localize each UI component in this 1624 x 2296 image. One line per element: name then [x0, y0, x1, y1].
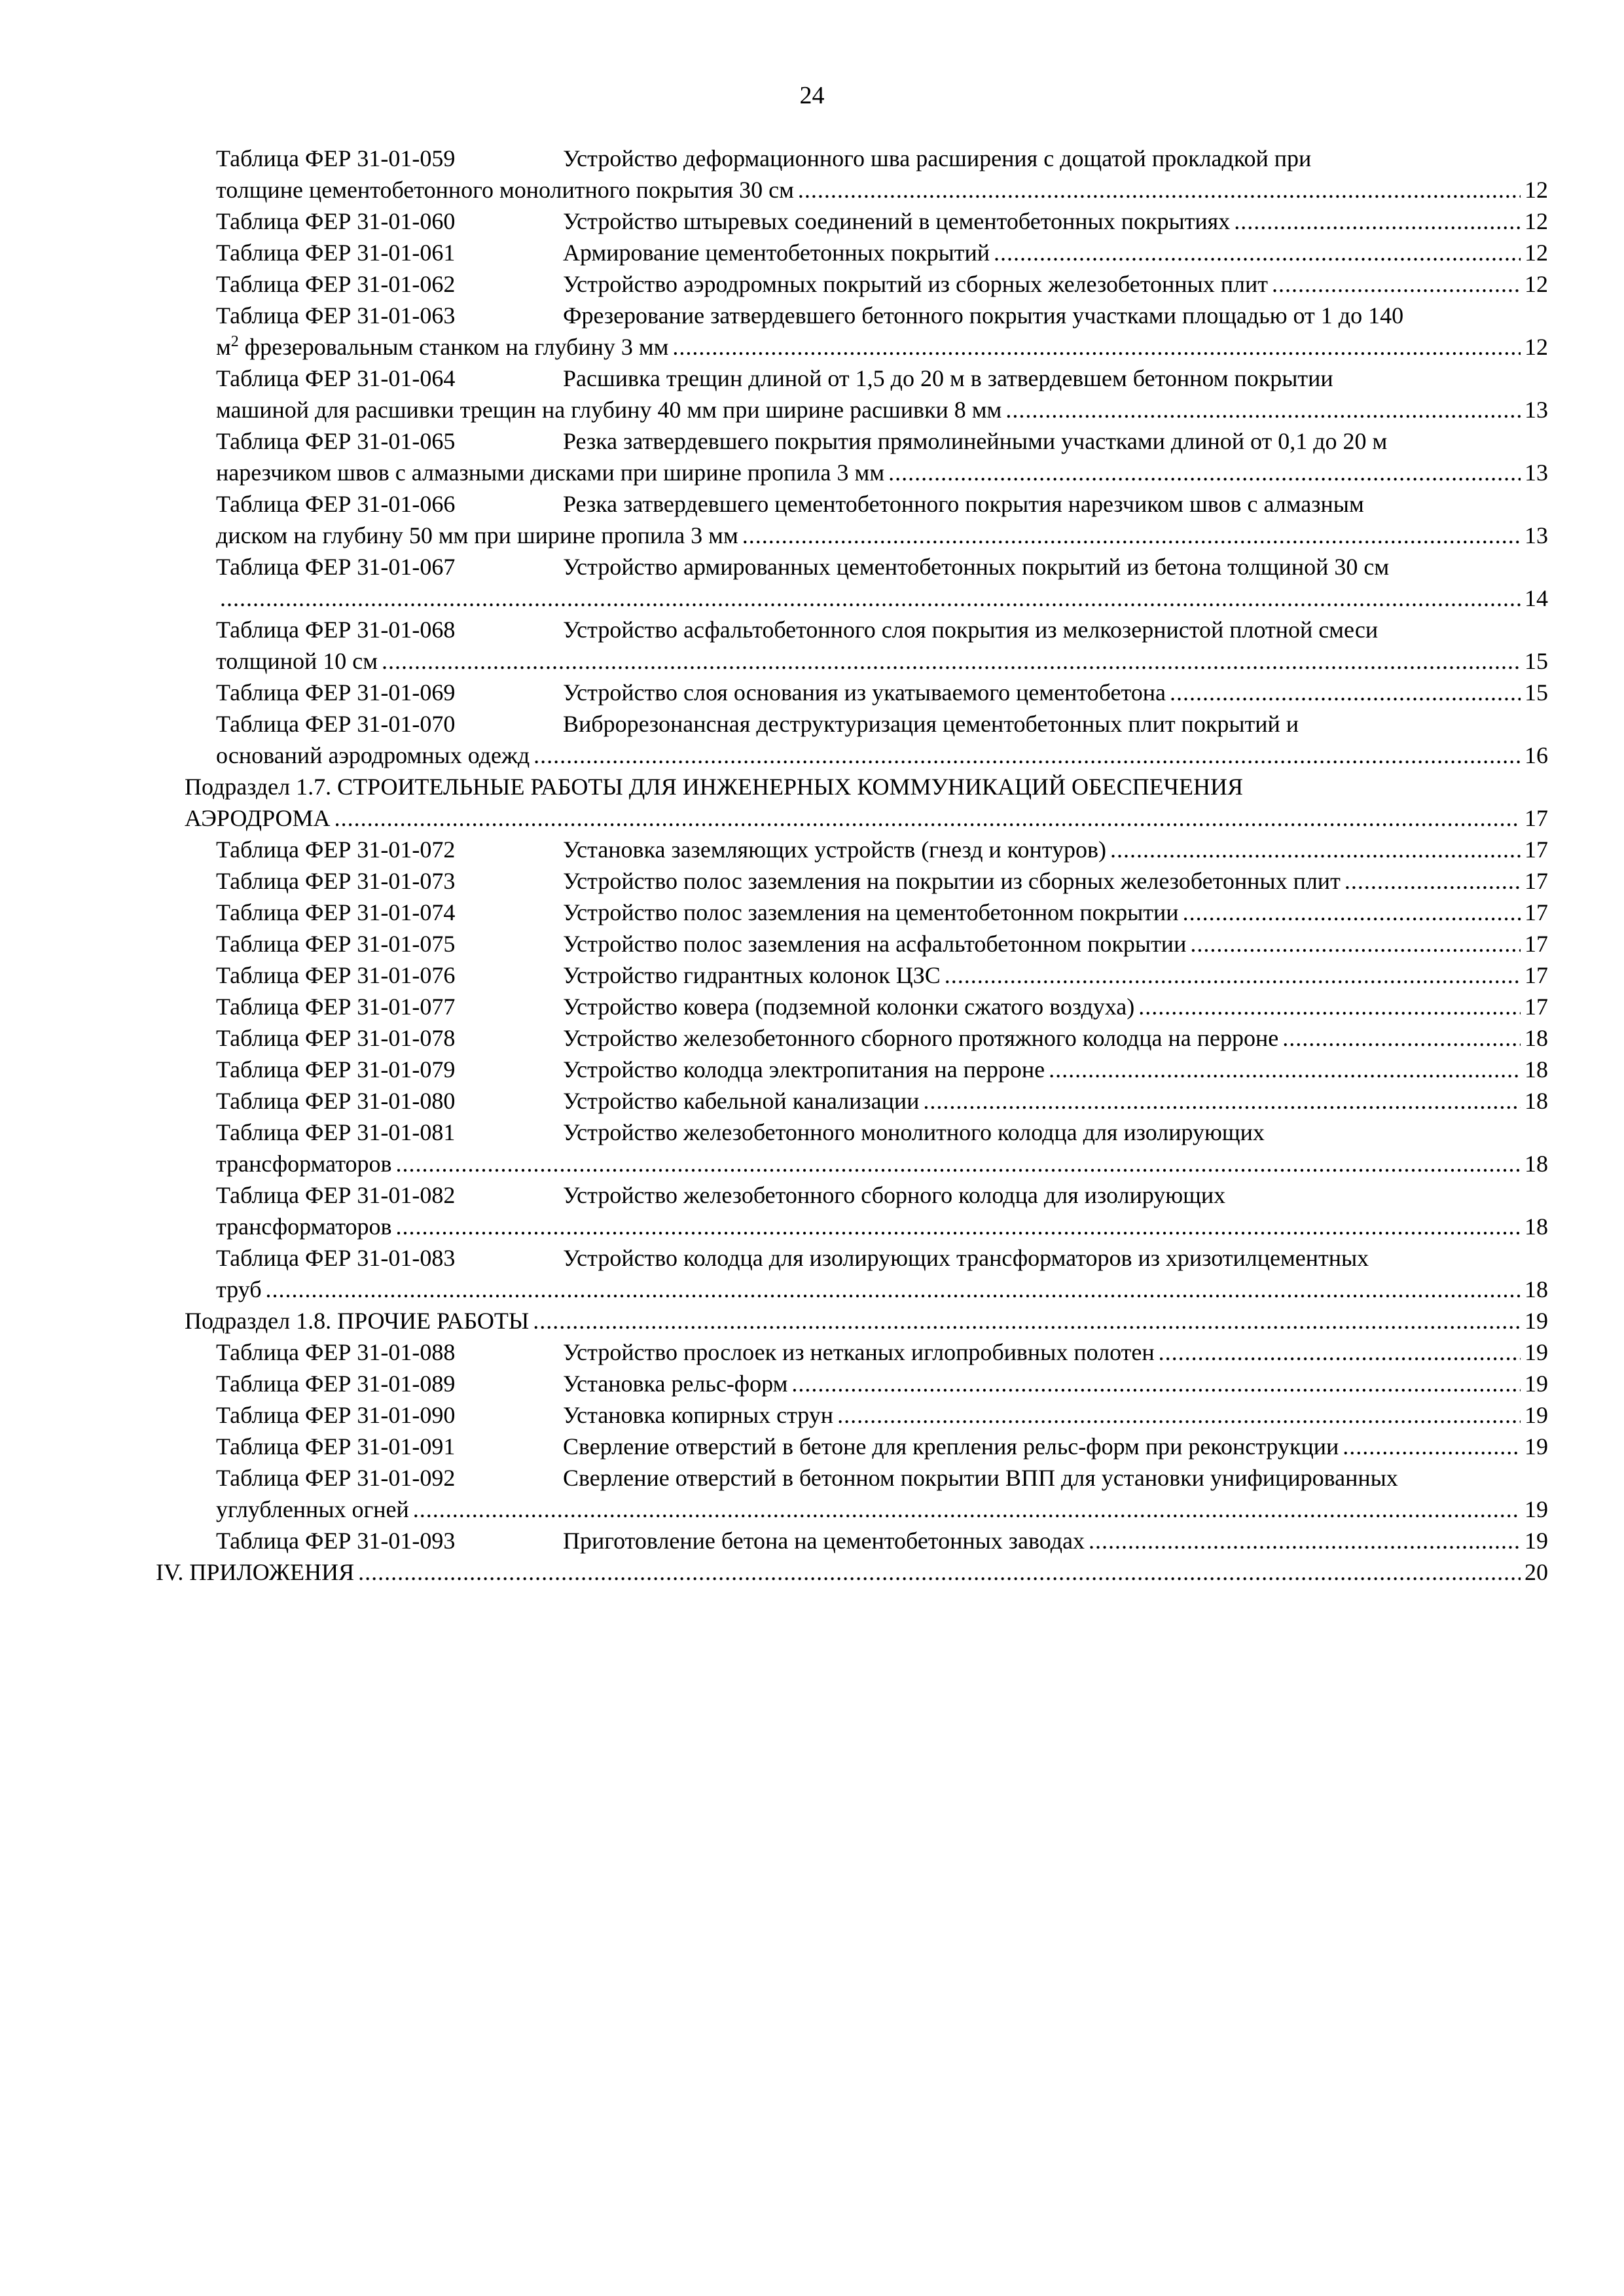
- toc-table-code: Таблица ФЕР 31-01-083: [216, 1245, 456, 1271]
- toc-page-number: 12: [1525, 240, 1548, 266]
- toc-table-code: Таблица ФЕР 31-01-092: [216, 1465, 456, 1491]
- dot-leader: [1190, 928, 1521, 960]
- toc-entry-title: Подраздел 1.7. СТРОИТЕЛЬНЫЕ РАБОТЫ ДЛЯ ИНЖЕНЕРНЫХ КОММУНИКАЦИЙ ОБЕСПЕЧЕНИЯ: [185, 774, 1244, 800]
- toc-entry-title: Устройство ковера (подземной колонки сжатого воздуха): [563, 994, 1135, 1020]
- dot-leader: [1234, 206, 1521, 237]
- toc-line: [216, 1494, 1548, 1525]
- toc-line: [216, 865, 1548, 897]
- toc-table-code: Таблица ФЕР 31-01-066: [216, 491, 456, 517]
- toc-entry[interactable]: [156, 1556, 1548, 1588]
- toc-page-number: 17: [1525, 836, 1548, 863]
- dot-leader: [1110, 834, 1521, 865]
- dot-leader: [395, 1211, 1521, 1242]
- toc-entry-title-continued: $м^2$ фрезеровальным станком на глубину 3 мм: [216, 333, 669, 360]
- toc-page-number: 17: [1525, 868, 1548, 894]
- toc-entry[interactable]: [216, 1179, 1548, 1242]
- dot-leader: [791, 1368, 1521, 1399]
- toc-line: [216, 583, 1548, 614]
- dot-leader: [1344, 865, 1521, 897]
- toc-page-number: 15: [1525, 648, 1548, 674]
- toc-page-number: 12: [1525, 208, 1548, 234]
- dot-leader: [742, 520, 1521, 551]
- toc-line: [216, 551, 1548, 583]
- toc-line: [216, 1211, 1548, 1242]
- toc-line: [216, 645, 1548, 677]
- toc-page-number: 19: [1525, 1433, 1548, 1460]
- dot-leader: [334, 802, 1521, 834]
- toc-table-code: Таблица ФЕР 31-01-063: [216, 302, 456, 329]
- toc-entry-title: Устройство железобетонного монолитного колодца для изолирующих: [563, 1119, 1265, 1145]
- toc-table-code: Таблица ФЕР 31-01-075: [216, 931, 456, 957]
- toc-page-number: 12: [1525, 271, 1548, 297]
- toc-entry-title: Устройство колодца для изолирующих трансформаторов из хризотилцементных: [563, 1245, 1369, 1271]
- toc-page-number: 17: [1525, 805, 1548, 831]
- toc-line: [216, 740, 1548, 771]
- toc-entry-title: Установка копирных струн: [563, 1402, 834, 1428]
- toc-entry[interactable]: [216, 677, 1548, 708]
- toc-line: [216, 143, 1548, 174]
- toc-line: [216, 708, 1548, 740]
- toc-line: [185, 802, 1548, 834]
- toc-entry-title: Устройство гидрантных колонок ЦЗС: [563, 962, 941, 988]
- toc-table-code: Таблица ФЕР 31-01-080: [216, 1088, 456, 1114]
- toc-table-code: Таблица ФЕР 31-01-088: [216, 1339, 456, 1365]
- dot-leader: [1170, 677, 1521, 708]
- toc-page-number: 12: [1525, 177, 1548, 203]
- toc-entry[interactable]: [216, 991, 1548, 1022]
- toc-page-number: 19: [1525, 1308, 1548, 1334]
- toc-entry-title: Сверление отверстий в бетоне для крепления рельс-форм при реконструкции: [563, 1433, 1339, 1460]
- dot-leader: [1272, 268, 1521, 300]
- toc-entry[interactable]: [216, 708, 1548, 771]
- toc-page-number: 18: [1525, 1213, 1548, 1240]
- toc-entry-title: Расшивка трещин длиной от 1,5 до 20 м в затвердевшем бетонном покрытии: [563, 365, 1333, 391]
- toc-entry[interactable]: [216, 300, 1548, 363]
- toc-entry-title: Сверление отверстий в бетонном покрытии ВПП для установки унифицированных: [563, 1465, 1398, 1491]
- toc-entry[interactable]: [216, 1368, 1548, 1399]
- toc-entry[interactable]: [216, 928, 1548, 960]
- toc-entry[interactable]: [216, 1022, 1548, 1054]
- toc-entry-title: Армирование цементобетонных покрытий: [563, 240, 990, 266]
- dot-leader: [1183, 897, 1521, 928]
- toc-table-code: Таблица ФЕР 31-01-070: [216, 711, 456, 737]
- toc-line: [216, 1054, 1548, 1085]
- toc-entry[interactable]: [216, 1462, 1548, 1525]
- toc-entry-title-continued: машиной для расшивки трещин на глубину 40 мм при ширине расшивки 8 мм: [216, 397, 1002, 423]
- toc-entry-title: Устройство полос заземления на асфальтобетонном покрытии: [563, 931, 1187, 957]
- toc-line: [216, 1336, 1548, 1368]
- toc-entry[interactable]: [216, 488, 1548, 551]
- toc-page-number: 17: [1525, 962, 1548, 988]
- toc-line: [216, 520, 1548, 551]
- toc-table-code: Таблица ФЕР 31-01-093: [216, 1528, 456, 1554]
- toc-line: [216, 394, 1548, 425]
- toc-entry[interactable]: [216, 1431, 1548, 1462]
- toc-line: [216, 1368, 1548, 1399]
- toc-line: [216, 488, 1548, 520]
- dot-leader: [672, 331, 1521, 363]
- toc-table-code: Таблица ФЕР 31-01-079: [216, 1056, 456, 1083]
- toc-page-number: 19: [1525, 1371, 1548, 1397]
- dot-leader: [1089, 1525, 1521, 1556]
- toc-entry-title: Устройство асфальтобетонного слоя покрытия из мелкозернистой плотной смеси: [563, 617, 1379, 643]
- toc-line: [216, 174, 1548, 206]
- toc-page-number: 15: [1525, 679, 1548, 706]
- toc-entry-title: Устройство железобетонного сборного протяжного колодца на перроне: [563, 1025, 1279, 1051]
- toc-entry[interactable]: [216, 897, 1548, 928]
- toc-entry[interactable]: [216, 1117, 1548, 1179]
- dot-leader: [266, 1274, 1521, 1305]
- toc-entry-title: Устройство полос заземления на цементобетонном покрытии: [563, 899, 1179, 925]
- toc-entry[interactable]: [216, 363, 1548, 425]
- toc-line: [216, 928, 1548, 960]
- dot-leader: [1138, 991, 1521, 1022]
- toc-line: [216, 1179, 1548, 1211]
- toc-line: [216, 1148, 1548, 1179]
- toc-line: [216, 268, 1548, 300]
- toc-table-code: Таблица ФЕР 31-01-077: [216, 994, 456, 1020]
- toc-entry[interactable]: [216, 865, 1548, 897]
- toc-line: [216, 425, 1548, 457]
- toc-page-number: 18: [1525, 1151, 1548, 1177]
- toc-entry-title: Устройство армированных цементобетонных покрытий из бетона толщиной 30 см: [563, 554, 1390, 580]
- toc-line: [216, 897, 1548, 928]
- toc-table-code: Таблица ФЕР 31-01-069: [216, 679, 456, 706]
- dot-leader: [837, 1399, 1521, 1431]
- toc-page-number: 19: [1525, 1402, 1548, 1428]
- toc-page-number: 17: [1525, 994, 1548, 1020]
- toc-line: [216, 677, 1548, 708]
- toc-entry-title: Устройство аэродромных покрытий из сборных железобетонных плит: [563, 271, 1268, 297]
- toc-table-code: Таблица ФЕР 31-01-061: [216, 240, 456, 266]
- dot-leader: [1049, 1054, 1521, 1085]
- toc-entry-title-continued: труб: [216, 1276, 262, 1302]
- toc-table-code: Таблица ФЕР 31-01-076: [216, 962, 456, 988]
- toc-line: [216, 1242, 1548, 1274]
- toc-table-code: Таблица ФЕР 31-01-062: [216, 271, 456, 297]
- toc-entry-title: Устройство кабельной канализации: [563, 1088, 920, 1114]
- toc-line: [156, 1556, 1548, 1588]
- toc-table-code: Таблица ФЕР 31-01-064: [216, 365, 456, 391]
- toc-line: [216, 331, 1548, 363]
- toc-entry-title: Резка затвердевшего покрытия прямолинейными участками длиной от 0,1 до 20 м: [563, 428, 1388, 454]
- toc-entry-title: Устройство слоя основания из укатываемого цементобетона: [563, 679, 1166, 706]
- toc-table-code: Таблица ФЕР 31-01-073: [216, 868, 456, 894]
- toc-entry-title-continued: оснований аэродромных одежд: [216, 742, 530, 768]
- toc-entry[interactable]: [185, 771, 1548, 834]
- toc-page-number: 18: [1525, 1276, 1548, 1302]
- toc-table-code: Таблица ФЕР 31-01-090: [216, 1402, 456, 1428]
- toc-line: [216, 960, 1548, 991]
- toc-page-number: 20: [1525, 1559, 1548, 1585]
- toc-line: [216, 206, 1548, 237]
- toc-entry-title: Устройство полос заземления на покрытии из сборных железобетонных плит: [563, 868, 1341, 894]
- toc-line: [185, 1305, 1548, 1336]
- toc-entry[interactable]: [216, 143, 1548, 206]
- toc-page-number: 19: [1525, 1496, 1548, 1522]
- toc-page-number: 13: [1525, 397, 1548, 423]
- toc-entry[interactable]: [216, 1054, 1548, 1085]
- toc-page-number: 12: [1525, 334, 1548, 360]
- toc-line: [216, 1085, 1548, 1117]
- toc-entry-title-continued: углубленных огней: [216, 1496, 409, 1522]
- toc-entry-title: Устройство колодца электропитания на перроне: [563, 1056, 1045, 1083]
- toc-page-number: 19: [1525, 1339, 1548, 1365]
- toc-entry-title: Установка заземляющих устройств (гнезд и контуров): [563, 836, 1106, 863]
- toc-entry-title-continued: толщиной 10 см: [216, 648, 378, 674]
- toc-entry[interactable]: [185, 1305, 1548, 1336]
- toc-table-code: Таблица ФЕР 31-01-067: [216, 554, 456, 580]
- toc-entry[interactable]: [216, 237, 1548, 268]
- toc-entry[interactable]: [216, 1399, 1548, 1431]
- toc-line: [216, 1117, 1548, 1148]
- toc-table-code: Таблица ФЕР 31-01-074: [216, 899, 456, 925]
- toc-entry[interactable]: [216, 960, 1548, 991]
- toc-line: [216, 1399, 1548, 1431]
- toc-line: [216, 237, 1548, 268]
- dot-leader: [382, 645, 1521, 677]
- toc-table-code: Таблица ФЕР 31-01-081: [216, 1119, 456, 1145]
- toc-entry-title-continued: трансформаторов: [216, 1213, 392, 1240]
- dot-leader: [533, 1305, 1521, 1336]
- toc-entry[interactable]: [216, 1242, 1548, 1305]
- toc-entry[interactable]: [216, 614, 1548, 677]
- toc-line: [216, 614, 1548, 645]
- toc-line: [216, 457, 1548, 488]
- toc-line: [216, 991, 1548, 1022]
- toc-page-number: 19: [1525, 1528, 1548, 1554]
- toc-table-code: Таблица ФЕР 31-01-082: [216, 1182, 456, 1208]
- toc-entry[interactable]: [216, 206, 1548, 237]
- toc-table-code: Таблица ФЕР 31-01-059: [216, 145, 456, 171]
- toc-entry-title: Устройство прослоек из нетканых иглопробивных полотен: [563, 1339, 1155, 1365]
- table-of-contents: [0, 143, 1624, 1588]
- toc-page-number: 13: [1525, 522, 1548, 548]
- dot-leader: [798, 174, 1521, 206]
- toc-page-number: 18: [1525, 1088, 1548, 1114]
- toc-line: [216, 363, 1548, 394]
- dot-leader: [395, 1148, 1521, 1179]
- toc-entry-title: Устройство деформационного шва расширения с дощатой прокладкой при: [563, 145, 1312, 171]
- toc-page-number: 18: [1525, 1025, 1548, 1051]
- toc-entry-title: IV. ПРИЛОЖЕНИЯ: [156, 1559, 355, 1585]
- toc-entry[interactable]: [216, 1336, 1548, 1368]
- toc-entry-title-continued: АЭРОДРОМА: [185, 805, 331, 831]
- toc-table-code: Таблица ФЕР 31-01-078: [216, 1025, 456, 1051]
- toc-line: [185, 771, 1548, 802]
- toc-entry-title: Резка затвердевшего цементобетонного покрытия нарезчиком швов с алмазным: [563, 491, 1364, 517]
- toc-entry-title-continued: толщине цементобетонного монолитного покрытия 30 см: [216, 177, 794, 203]
- toc-entry-title: Подраздел 1.8. ПРОЧИЕ РАБОТЫ: [185, 1308, 530, 1334]
- dot-leader: [923, 1085, 1521, 1117]
- dot-leader: [994, 237, 1521, 268]
- toc-line: [216, 1274, 1548, 1305]
- toc-entry-title: Приготовление бетона на цементобетонных заводах: [563, 1528, 1085, 1554]
- dot-leader: [1343, 1431, 1521, 1462]
- toc-entry[interactable]: [216, 551, 1548, 614]
- toc-line: [216, 834, 1548, 865]
- toc-table-code: Таблица ФЕР 31-01-065: [216, 428, 456, 454]
- toc-entry[interactable]: [216, 1525, 1548, 1556]
- toc-page-number: 17: [1525, 899, 1548, 925]
- toc-line: [216, 1431, 1548, 1462]
- toc-entry[interactable]: [216, 268, 1548, 300]
- toc-page-number: 17: [1525, 931, 1548, 957]
- toc-table-code: Таблица ФЕР 31-01-068: [216, 617, 456, 643]
- toc-entry-title: Фрезерование затвердевшего бетонного покрытия участками площадью от 1 до 140: [563, 302, 1404, 329]
- toc-page-number: 18: [1525, 1056, 1548, 1083]
- toc-entry-title-continued: диском на глубину 50 мм при ширине пропила 3 мм: [216, 522, 738, 548]
- dot-leader: [945, 960, 1521, 991]
- toc-table-code: Таблица ФЕР 31-01-060: [216, 208, 456, 234]
- toc-table-code: Таблица ФЕР 31-01-091: [216, 1433, 456, 1460]
- dot-leader: [1005, 394, 1521, 425]
- toc-entry-title-continued: трансформаторов: [216, 1151, 392, 1177]
- toc-entry[interactable]: [216, 1085, 1548, 1117]
- toc-page-number: 14: [1525, 585, 1548, 611]
- page-number: 24: [799, 82, 825, 109]
- toc-page-number: 13: [1525, 459, 1548, 486]
- toc-entry-title: Виброрезонансная деструктуризация цементобетонных плит покрытий и: [563, 711, 1299, 737]
- toc-line: [216, 1525, 1548, 1556]
- dot-leader: [1282, 1022, 1521, 1054]
- dot-leader: [413, 1494, 1521, 1525]
- toc-entry-title-continued: нарезчиком швов с алмазными дисками при ширине пропила 3 мм: [216, 459, 885, 486]
- toc-entry[interactable]: [216, 425, 1548, 488]
- dot-leader: [220, 583, 1521, 614]
- toc-entry-title: Установка рельс-форм: [563, 1371, 788, 1397]
- toc-entry-title: Устройство штыревых соединений в цементобетонных покрытиях: [563, 208, 1231, 234]
- toc-line: [216, 300, 1548, 331]
- dot-leader: [888, 457, 1521, 488]
- toc-table-code: Таблица ФЕР 31-01-072: [216, 836, 456, 863]
- dot-leader: [533, 740, 1521, 771]
- toc-entry-title: Устройство железобетонного сборного колодца для изолирующих: [563, 1182, 1226, 1208]
- dot-leader: [1159, 1336, 1521, 1368]
- toc-line: [216, 1022, 1548, 1054]
- toc-page-number: 16: [1525, 742, 1548, 768]
- dot-leader: [358, 1556, 1521, 1588]
- toc-table-code: Таблица ФЕР 31-01-089: [216, 1371, 456, 1397]
- toc-line: [216, 1462, 1548, 1494]
- toc-entry[interactable]: [216, 834, 1548, 865]
